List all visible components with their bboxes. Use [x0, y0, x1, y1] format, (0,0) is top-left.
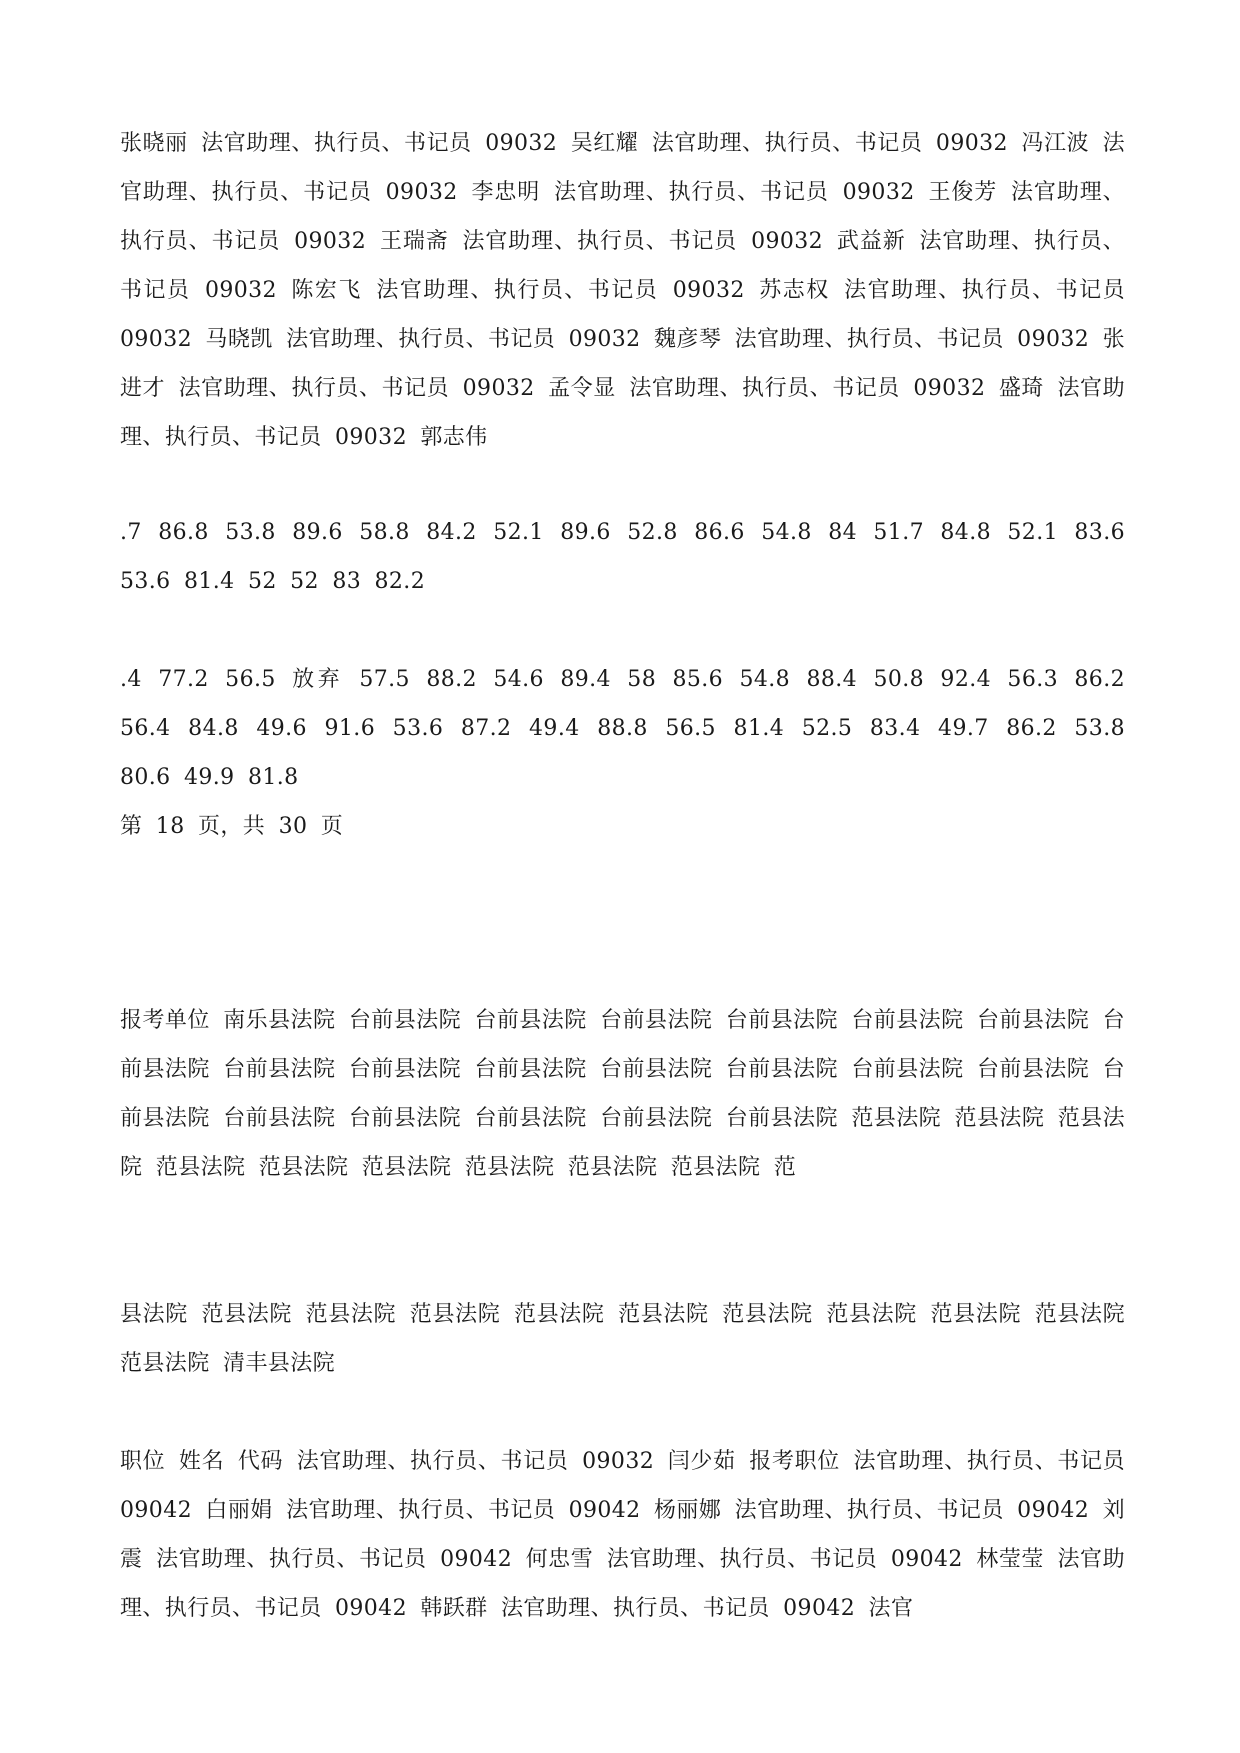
paragraph-scores-1: .7 86.8 53.8 89.6 58.8 84.2 52.1 89.6 52.8 86.6 54.8 84 51.7 84.8 52.1 83.6 53.6 81.4 52 52 83 82.2 [120, 520, 1125, 594]
paragraph-units-continued: 县法院 范县法院 范县法院 范县法院 范县法院 范县法院 范县法院 范县法院 范县法院 范县法院 范县法院 清丰县法院 [120, 1302, 1125, 1376]
page-footer: 第 18 页，共 30 页 [120, 814, 344, 839]
paragraph-candidate-names: 张晓丽 法官助理、执行员、书记员 09032 吴红耀 法官助理、执行员、书记员 09032 冯江波 法官助理、执行员、书记员 09032 李忠明 法官助理、执行员、书记员 09032 王俊芳 法官助理、执行员、书记员 09032 王瑞斋 法官助理、执行员、书记员 09032 武益新 法官助理、执行员、书记员 09032 陈宏飞 法官助理、执行员、书记员 09032 苏志权 法官助理、执行员、书记员 09032 马晓凯 法官助理、执行员、书记员 09032 魏彦琴 法官助理、执行员、书记员 09032 张进才 法官助理、执行员、书记员 09032 孟令显 法官助理、执行员、书记员 09032 盛琦 法官助理、执行员、书记员 09032 郭志伟 [120, 131, 1125, 450]
paragraph-units: 报考单位 南乐县法院 台前县法院 台前县法院 台前县法院 台前县法院 台前县法院 台前县法院 台前县法院 台前县法院 台前县法院 台前县法院 台前县法院 台前县法院 台前县法院 台前县法院 台前县法院 台前县法院 台前县法院 台前县法院 台前县法院 台前县法院 范县法院 范县法院 范县法院 范县法院 范县法院 范县法院 范县法院 范县法院 范县法院 范 [120, 1008, 1125, 1180]
paragraph-positions: 职位 姓名 代码 法官助理、执行员、书记员 09032 闫少茹 报考职位 法官助理、执行员、书记员 09042 白丽娟 法官助理、执行员、书记员 09042 杨丽娜 法官助理、执行员、书记员 09042 刘震 法官助理、执行员、书记员 09042 何忠雪 法官助理、执行员、书记员 09042 林莹莹 法官助理、执行员、书记员 09042 韩跃群 法官助理、执行员、书记员 09042 法官 [120, 1449, 1125, 1621]
paragraph-scores-2: .4 77.2 56.5 放弃 57.5 88.2 54.6 89.4 58 85.6 54.8 88.4 50.8 92.4 56.3 86.2 56.4 84.8 49.6 91.6 53.6 87.2 49.4 88.8 56.5 81.4 52.5 83.4 49.7 86.2 53.8 80.6 49.9 81.8 [120, 667, 1125, 790]
